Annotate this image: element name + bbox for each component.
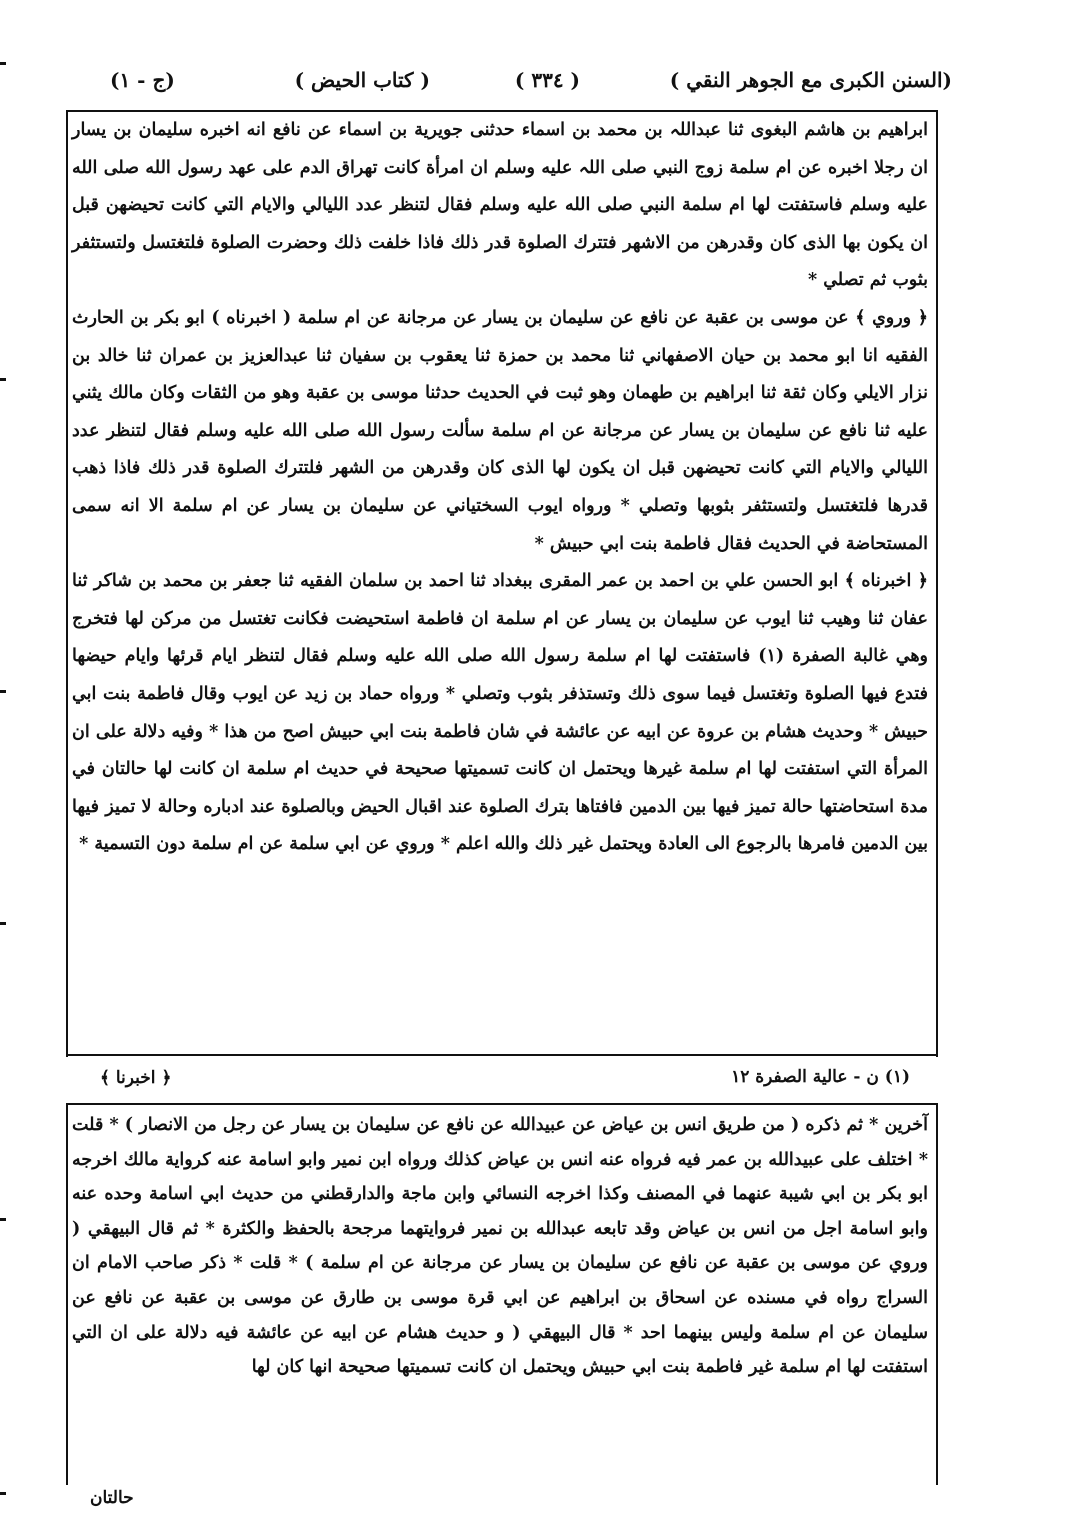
catchword: ﴿ اخبرنا ﴾ [100,1068,172,1088]
main-paragraph: ﴿ وروي ﴾ عن موسى بن عقبة عن نافع عن سليمان بن يسار عن مرجانة عن ام سلمة ( اخبرناه ) ابو بكر بن الحارث الفقيه انا ابو محمد بن حيان الاصفهاني ثنا محمد بن حمزة ثنا يعقوب بن سفيان ثنا عبدالعزيز بن عمران ثنا خالد بن نزار الايلي وكان ثقة ثنا ابراهيم بن طهمان وهو ثبت في الحديث حدثنا موسى بن عقبة وهو من الثقات وكان مالك يثني عليه ثنا نافع عن سليمان بن يسار عن مرجانة عن ام سلمة سألت رسول الله صلى الله عليه وسلم فقال لتنظر عدد الليالي والايام التي كانت تحيضهن قبل ان يكون لها الذى كان وقدرهن من الشهر فلتترك الصلوة قدر ذلك فاذا ذهب قدرها فلتغتسل ولتستثفر بثوبها وتصلي * ورواه ايوب السختياني عن سليمان بن يسار عن ام سلمة الا انه سمى المستحاضة في الحديث فقال فاطمة بنت ابي حبيش * [72,307,928,554]
book-title: (السنن الكبرى مع الجوهر النقي ) [669,68,952,92]
footnote: (١) ن - عالية الصفرة ١٢ [731,1067,910,1087]
scan-edge-mark [0,378,6,381]
scan-edge-mark [0,690,6,693]
next-page-catchword: حالتان [90,1488,134,1508]
main-paragraph: ابراهيم بن هاشم البغوى ثنا عبداللہ بن محمد بن اسماء حدثنی جویرية بن اسماء عن نافع انه اخبره سليمان بن يسار ان رجلا اخبره عن ام سلمة زوج النبي صلى اللہ عليه وسلم ان امرأة كانت تهراق الدم على عهد رسول الله صلى الله عليه وسلم فاستفتت لها ام سلمة النبي صلى الله عليه وسلم فقال لتنظر عدد الليالي والايام التي كانت تحيضهن قبل ان يكون بها الذى كان وقدرهن من الاشهر فتترك الصلوة قدر ذلك فاذا خلفت ذلك وحضرت الصلوة فلتغتسل ولتستثفر بثوب ثم تصلي * [72,120,928,291]
scan-edge-mark [0,922,6,925]
page-number: ( ٣٣٤ ) [514,68,580,92]
scan-edge-mark [0,62,6,65]
commentary-paragraph: آخرين * ثم ذكره ( من طريق انس بن عياض عن عبيدالله عن نافع عن سليمان بن يسار عن رجل من الانصار ) * قلت * اختلف على عبيدالله بن عمر فيه فرواه عنه انس بن عياض كذلك ورواه ابن نمير وابو اسامة عنه كرواية مالك اخرجه ابو بكر بن ابي شيبة عنهما في المصنف وكذا اخرجه النسائي وابن ماجة والدارقطني من حديث ابي اسامة وحده عنه وابو اسامة اجل من انس بن عياض وقد تابعه عبدالله بن نمير فروايتهما مرجحة بالحفظ والكثرة * ثم قال البيهقي ( وروي عن موسى بن عقبة عن نافع عن سليمان بن يسار عن مرجانة عن ام سلمة ) * قلت * ذكر صاحب الامام ان السراج رواه في مسنده عن اسحاق بن ابراهيم عن ابي قرة موسى بن طارق عن موسى بن عقبة عن نافع عن سليمان عن ام سلمة وليس بينهما احد * قال البيهقي ( و حديث هشام عن ابيه عن عائشة فيه دلالة على ان التي استفتت لها ام سلمة غير فاطمة بنت ابي حبيش ويحتمل ان كانت تسميتها صحيحة انها كان لها [72,1115,928,1378]
main-paragraph: ﴿ اخبرناه ﴾ ابو الحسن علي بن احمد بن عمر المقرى ببغداد ثنا احمد بن سلمان الفقيه ثنا جعفر بن محمد بن شاكر ثنا عفان ثنا وهيب ثنا ايوب عن سليمان بن يسار عن ام سلمة ان فاطمة استحيضت فكانت تغتسل من مركن لها فتخرج وهي غالبة الصفرة (١) فاستفتت لها ام سلمة رسول الله صلى الله عليه وسلم فقال لتنظر ايام قرئها وايام حيضها فتدع فيها الصلوة وتغتسل فيما سوى ذلك وتستذفر بثوب وتصلي * ورواه حماد بن زيد عن ايوب وقال فاطمة بنت ابي حبيش * وحديث هشام بن عروة عن ابيه عن عائشة في شان فاطمة بنت ابي حبيش اصح من هذا * وفيه دلالة على ان المرأة التي استفتت لها ام سلمة غيرها ويحتمل ان كانت تسميتها صحيحة في حديث ام سلمة ان كانت لها حالتان في مدة استحاضتها حالة تميز فيها بين الدمين فافتاها بترك الصلوة عند اقبال الحيض وبالصلوة عند ادباره وحالة لا تميز فيها بين الدمين فامرها بالرجوع الى العادة ويحتمل غير ذلك والله اعلم * وروي عن ابي سلمة عن ام سلمة دون التسمية * [72,571,928,855]
main-text [72,112,928,864]
running-header [90,64,960,104]
scan-edge-mark [0,1218,6,1221]
commentary-text [72,1108,928,1385]
scan-edge-mark [0,1492,6,1495]
chapter-title: ( كتاب الحيض ) [294,68,430,92]
footnote-row [80,1063,920,1093]
volume-label: (ج - ١) [110,68,175,92]
footnote-divider [66,1054,936,1056]
